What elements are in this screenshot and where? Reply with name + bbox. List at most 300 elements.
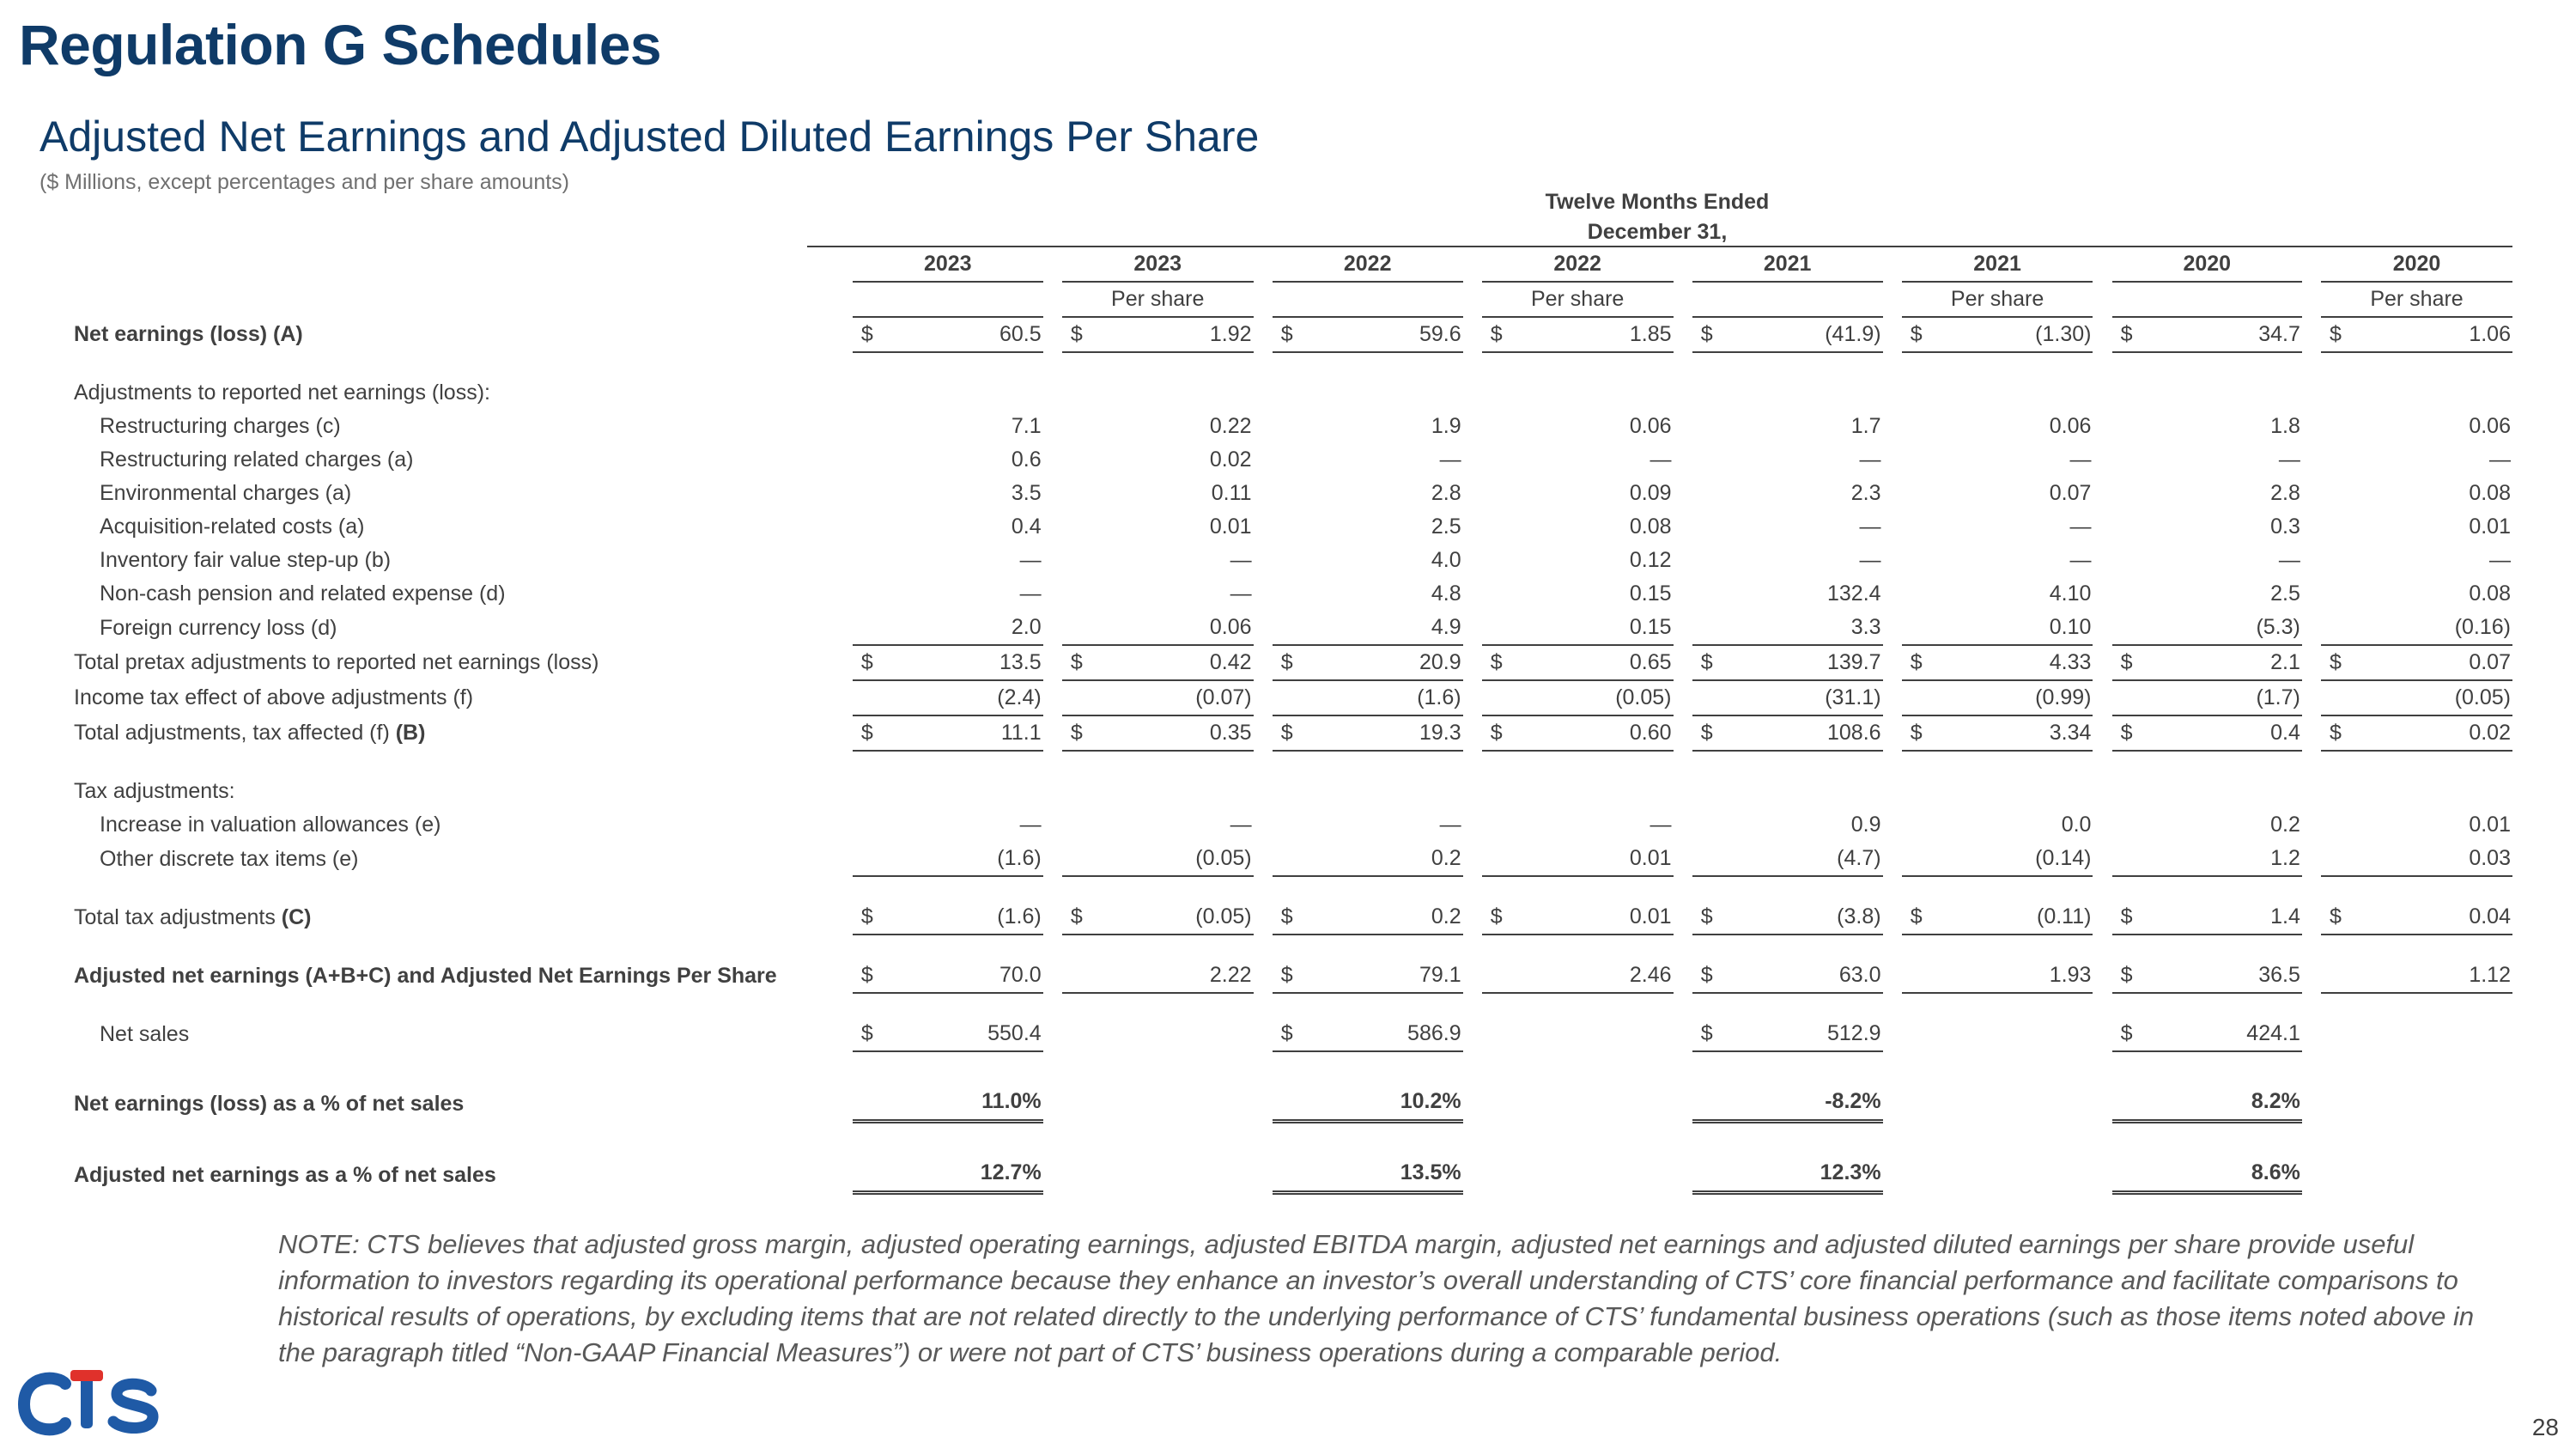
page-title: Regulation G Schedules	[19, 13, 662, 76]
value-cell: 79.1	[1309, 959, 1462, 993]
value-cell: 2.8	[2270, 481, 2300, 505]
unit-note: ($ Millions, except percentages and per share amounts)	[39, 170, 569, 194]
col-gap	[1254, 1122, 1273, 1193]
value-cell: 108.6	[1728, 715, 1882, 751]
value-cell: (0.05)	[1518, 680, 1673, 715]
col-gap	[2302, 1017, 2321, 1051]
row-label	[67, 808, 834, 842]
col-gap	[1043, 1122, 1062, 1193]
value-cell: 63.0	[1728, 959, 1882, 993]
col-gap	[1463, 1051, 1482, 1122]
value-cell: 0.02	[2358, 715, 2512, 751]
col-gap	[1463, 1017, 1482, 1051]
value-cell: (1.6)	[1309, 680, 1462, 715]
col-gap	[2302, 842, 2321, 876]
col-gap	[1674, 645, 1692, 680]
table-row	[67, 645, 2512, 680]
row-label	[67, 1017, 834, 1051]
value-cell: 36.5	[2148, 959, 2302, 993]
col-gap	[1463, 247, 1482, 282]
spacer-row	[67, 751, 2512, 775]
dollar-sign	[1902, 477, 1939, 510]
dollar-sign	[853, 842, 889, 876]
col-gap	[1674, 611, 1692, 645]
per-share-header: Per share	[1062, 282, 1254, 317]
year-header: 2021	[1902, 247, 2093, 282]
value-cell: (0.11)	[1938, 900, 2093, 935]
value-cell: 7.1	[1011, 414, 1042, 438]
col-gap	[1254, 611, 1273, 645]
year-header: 2021	[1692, 247, 1883, 282]
dollar-sign: $	[1482, 317, 1519, 352]
col-gap	[834, 1122, 853, 1193]
value-cell: 0.01	[2469, 813, 2511, 837]
col-gap	[1463, 1122, 1482, 1193]
dollar-sign: $	[1062, 715, 1099, 751]
value-cell: 1.2	[2148, 842, 2302, 876]
row-label	[67, 577, 834, 611]
col-gap	[834, 510, 853, 544]
col-gap	[1043, 842, 1062, 876]
dollar-sign	[2321, 959, 2358, 993]
col-gap	[1463, 611, 1482, 645]
dollar-sign: $	[1902, 715, 1939, 751]
col-gap	[1254, 443, 1273, 477]
row-label-text: Adjusted net earnings (A+B+C) and Adjusted Net Earnings Per Share	[74, 963, 777, 988]
row-label-bold: (C)	[281, 904, 312, 929]
col-gap	[2093, 842, 2111, 876]
row-label-text: Inventory fair value step-up (b)	[100, 548, 392, 572]
col-gap	[1674, 510, 1692, 544]
col-gap	[2093, 577, 2111, 611]
col-gap	[2302, 959, 2321, 993]
col-gap	[834, 959, 853, 993]
col-gap	[2093, 443, 2111, 477]
per-share-header: Per share	[2321, 282, 2512, 317]
value-cell: 0.15	[1518, 611, 1673, 645]
dollar-sign	[1062, 611, 1099, 645]
row-label-text: Other discrete tax items (e)	[100, 846, 359, 871]
dollar-sign: $	[853, 900, 889, 935]
col-gap	[1043, 1051, 1062, 1122]
value-cell: 0.3	[2270, 514, 2300, 539]
value-cell: 4.9	[1309, 611, 1462, 645]
dollar-sign	[2112, 477, 2148, 510]
col-gap	[2302, 611, 2321, 645]
value-cell: (0.05)	[2358, 680, 2512, 715]
col-gap	[834, 645, 853, 680]
dollar-sign	[2112, 611, 2148, 645]
dollar-sign	[1062, 680, 1099, 715]
col-gap	[1043, 317, 1062, 352]
value-cell: 0.09	[1629, 481, 1672, 505]
col-gap	[2302, 1051, 2321, 1122]
value-cell: (0.14)	[1938, 842, 2093, 876]
row-label	[67, 680, 834, 715]
dollar-sign	[1273, 1122, 1309, 1193]
table-row	[67, 577, 2512, 611]
dollar-sign	[1273, 443, 1309, 477]
col-gap	[2302, 577, 2321, 611]
dollar-sign	[853, 808, 889, 842]
dollar-sign: $	[1692, 959, 1728, 993]
dollar-sign	[853, 1122, 889, 1193]
col-gap	[2093, 645, 2111, 680]
row-label-text: Total adjustments, tax affected (f)	[74, 721, 396, 745]
col-gap	[1883, 477, 1902, 510]
page-subtitle: Adjusted Net Earnings and Adjusted Diluted Earnings Per Share	[39, 113, 1260, 161]
value-cell: —	[1439, 813, 1461, 837]
dollar-sign: $	[1902, 900, 1939, 935]
col-gap	[2093, 611, 2111, 645]
value-cell: 59.6	[1309, 317, 1462, 352]
dollar-sign	[1273, 680, 1309, 715]
col-gap	[1043, 544, 1062, 577]
cts-logo	[15, 1361, 161, 1439]
logo-c	[24, 1379, 65, 1430]
value-cell: (3.8)	[1728, 900, 1882, 935]
value-cell: 0.15	[1629, 581, 1672, 606]
row-label	[67, 510, 834, 544]
dollar-sign	[2321, 410, 2358, 443]
period-header	[1460, 187, 1855, 247]
col-gap	[1883, 611, 1902, 645]
spacer-row	[67, 876, 2512, 900]
col-gap	[1674, 410, 1692, 443]
value-cell: (1.6)	[889, 900, 1042, 935]
dollar-sign	[1482, 443, 1519, 477]
col-gap	[834, 477, 853, 510]
footnote: NOTE: CTS believes that adjusted gross margin, adjusted operating earnings, adjusted EBITDA margin, adjusted net earnings and adjusted diluted earnings per share provide useful information to investors regarding its operational performance because they enhance an investor’s overall understanding of CTS’ core financial performance and facilitate comparisons to historical results of operations, by excluding items that are not related directly to the underlying performance of CTS’ fundamental business operations (such as those items noted above in the paragraph titled “Non-GAAP Financial Measures”) or were not part of CTS’ business operations during a comparable period.	[278, 1229, 2475, 1367]
value-cell: —	[2069, 447, 2092, 472]
col-gap	[1254, 680, 1273, 715]
col-gap	[1254, 317, 1273, 352]
dollar-sign	[1062, 959, 1099, 993]
dollar-sign	[2112, 410, 2148, 443]
table-row	[67, 1017, 2512, 1051]
dollar-sign: $	[853, 645, 889, 680]
col-gap	[2093, 1051, 2111, 1122]
dollar-sign	[2321, 544, 2358, 577]
col-gap	[1883, 900, 1902, 935]
year-header: 2023	[853, 247, 1043, 282]
row-label-text: Total tax adjustments	[74, 904, 282, 929]
spacer-row	[67, 352, 2512, 376]
value-cell: 0.01	[1518, 842, 1673, 876]
row-label	[67, 317, 834, 352]
row-label	[67, 544, 834, 577]
dollar-sign	[1482, 577, 1519, 611]
col-gap	[2302, 510, 2321, 544]
value-cell: 4.33	[1938, 645, 2093, 680]
row-label-text: Net sales	[100, 1021, 190, 1046]
col-gap	[2302, 247, 2321, 282]
dollar-sign	[1902, 842, 1939, 876]
dollar-sign	[2112, 842, 2148, 876]
col-gap	[1463, 443, 1482, 477]
dollar-sign	[1062, 577, 1099, 611]
col-gap	[1883, 715, 1902, 751]
col-gap	[834, 317, 853, 352]
col-gap	[2093, 808, 2111, 842]
dollar-sign	[1902, 959, 1939, 993]
dollar-sign	[2112, 510, 2148, 544]
dollar-sign	[2321, 477, 2358, 510]
dollar-sign	[1692, 808, 1728, 842]
dollar-sign: $	[2321, 715, 2358, 751]
col-gap	[1674, 282, 1692, 317]
row-label-text: Environmental charges (a)	[100, 481, 352, 505]
col-gap	[1674, 680, 1692, 715]
col-gap	[2093, 900, 2111, 935]
financial-table	[67, 247, 2512, 1195]
row-label	[67, 410, 834, 443]
value-cell: —	[1230, 548, 1252, 572]
value-cell: 2.3	[1850, 481, 1881, 505]
dollar-sign	[1692, 1051, 1728, 1122]
value-cell: —	[1019, 581, 1042, 606]
year-header: 2020	[2321, 247, 2512, 282]
col-gap	[1463, 376, 1482, 410]
value-cell: 0.11	[1211, 481, 1252, 505]
spacer-row	[67, 993, 2512, 1017]
col-gap	[1463, 577, 1482, 611]
col-gap	[1463, 715, 1482, 751]
col-gap	[2302, 544, 2321, 577]
col-gap	[1254, 842, 1273, 876]
dollar-sign	[1482, 842, 1519, 876]
value-cell: 13.5	[889, 645, 1042, 680]
row-label-text: Restructuring related charges (a)	[100, 447, 414, 472]
dollar-sign: $	[1482, 715, 1519, 751]
per-share-header	[853, 282, 1043, 317]
col-gap	[1883, 317, 1902, 352]
col-gap	[1463, 510, 1482, 544]
col-gap	[1043, 900, 1062, 935]
value-cell: —	[2069, 514, 2092, 539]
col-gap	[834, 544, 853, 577]
value-cell: —	[1859, 514, 1881, 539]
value-cell: —	[2278, 447, 2300, 472]
dollar-sign: $	[2112, 645, 2148, 680]
value-cell: (1.7)	[2148, 680, 2302, 715]
col-gap	[1043, 611, 1062, 645]
value-cell: 1.92	[1099, 317, 1254, 352]
dollar-sign: $	[853, 715, 889, 751]
dollar-sign	[2112, 443, 2148, 477]
row-label	[67, 959, 834, 993]
dollar-sign	[1273, 842, 1309, 876]
dollar-sign	[1482, 680, 1519, 715]
value-cell: 3.5	[1011, 481, 1042, 505]
dollar-sign	[1692, 443, 1728, 477]
row-label-text: Non-cash pension and related expense (d)	[100, 581, 506, 606]
dollar-sign	[1273, 544, 1309, 577]
dollar-sign: $	[2321, 645, 2358, 680]
col-gap	[1674, 900, 1692, 935]
row-label-bold: (B)	[395, 721, 426, 745]
col-gap	[2093, 317, 2111, 352]
value-cell: 0.03	[2358, 842, 2512, 876]
col-gap	[1674, 1017, 1692, 1051]
value-cell: 20.9	[1309, 645, 1462, 680]
col-gap	[2093, 715, 2111, 751]
value-cell: 11.1	[889, 715, 1042, 751]
col-gap	[834, 443, 853, 477]
year-header: 2022	[1482, 247, 1674, 282]
value-cell: 70.0	[889, 959, 1042, 993]
value-cell: 0.60	[1518, 715, 1673, 751]
dollar-sign	[1902, 544, 1939, 577]
value-cell: 1.4	[2148, 900, 2302, 935]
col-gap	[1463, 282, 1482, 317]
value-cell: 139.7	[1728, 645, 1882, 680]
dollar-sign: $	[860, 1021, 873, 1045]
row-label	[67, 376, 834, 410]
value-cell: 0.0	[2061, 813, 2092, 837]
col-gap	[2302, 775, 2321, 808]
col-gap	[1254, 959, 1273, 993]
value-cell: (31.1)	[1728, 680, 1882, 715]
col-gap	[1883, 645, 1902, 680]
col-gap	[1883, 808, 1902, 842]
dollar-sign	[2112, 680, 2148, 715]
dollar-sign: $	[1482, 645, 1519, 680]
col-gap	[1254, 775, 1273, 808]
logo-t-bar	[70, 1370, 103, 1381]
dollar-sign	[853, 443, 889, 477]
col-gap	[2302, 808, 2321, 842]
col-gap	[1254, 1017, 1273, 1051]
row-label	[67, 775, 834, 808]
dollar-sign	[1273, 808, 1309, 842]
col-gap	[1463, 645, 1482, 680]
value-cell: 0.22	[1209, 414, 1252, 438]
col-gap	[1883, 282, 1902, 317]
dollar-sign	[2321, 443, 2358, 477]
col-gap	[1674, 477, 1692, 510]
value-cell: 0.6	[1011, 447, 1042, 472]
dollar-sign	[1062, 544, 1099, 577]
col-gap	[2302, 900, 2321, 935]
col-gap	[1883, 842, 1902, 876]
row-label-text: Tax adjustments:	[74, 779, 235, 803]
value-cell: 4.0	[1431, 548, 1461, 572]
dollar-sign	[2112, 1122, 2148, 1193]
value-cell: —	[1019, 548, 1042, 572]
dollar-sign	[1482, 959, 1519, 993]
table-row	[67, 1122, 2512, 1193]
col-gap	[1043, 247, 1062, 282]
value-cell: 4.10	[2049, 581, 2092, 606]
row-label	[67, 1051, 834, 1122]
dollar-sign: $	[1482, 900, 1519, 935]
col-gap	[2302, 477, 2321, 510]
col-gap	[1043, 443, 1062, 477]
dollar-sign: $	[853, 317, 889, 352]
col-gap	[1883, 544, 1902, 577]
table-row	[67, 376, 2512, 410]
dollar-sign: $	[2112, 715, 2148, 751]
value-cell: 1.9	[1431, 414, 1461, 438]
col-gap	[1674, 715, 1692, 751]
value-cell: 2.1	[2148, 645, 2302, 680]
col-gap	[834, 247, 853, 282]
col-gap	[1883, 443, 1902, 477]
col-gap	[1254, 247, 1273, 282]
row-label	[67, 842, 834, 876]
dollar-sign: $	[1273, 317, 1309, 352]
col-gap	[1674, 808, 1692, 842]
value-cell: 2.5	[2270, 581, 2300, 606]
col-gap	[1463, 544, 1482, 577]
table-row	[67, 544, 2512, 577]
col-gap	[2093, 477, 2111, 510]
col-gap	[2093, 282, 2111, 317]
row-label-text: Adjusted net earnings as a % of net sales	[74, 1162, 496, 1187]
table-row	[67, 808, 2512, 842]
value-cell: 0.02	[1209, 447, 1252, 472]
value-cell: 424.1	[2246, 1021, 2300, 1045]
value-cell: —	[1649, 813, 1672, 837]
value-cell: 2.22	[1099, 959, 1254, 993]
table-row	[67, 900, 2512, 935]
dollar-sign	[1482, 611, 1519, 645]
value-cell: 1.7	[1850, 414, 1881, 438]
value-cell: 19.3	[1309, 715, 1462, 751]
col-gap	[1463, 410, 1482, 443]
value-cell: 550.4	[987, 1021, 1042, 1045]
dollar-sign	[1692, 477, 1728, 510]
value-cell: 0.10	[1938, 611, 2093, 645]
col-gap	[834, 282, 853, 317]
col-gap	[1043, 775, 1062, 808]
col-gap	[834, 842, 853, 876]
col-gap	[1674, 317, 1692, 352]
dollar-sign: $	[1692, 715, 1728, 751]
value-cell: —	[2278, 548, 2300, 572]
col-gap	[1674, 577, 1692, 611]
col-gap	[1254, 376, 1273, 410]
row-label-text: Adjustments to reported net earnings (loss):	[74, 381, 490, 405]
row-label	[67, 645, 834, 680]
period-line-1: Twelve Months Ended	[1545, 190, 1770, 214]
row-label-text: Total pretax adjustments to reported net earnings (loss)	[74, 650, 599, 674]
value-cell: 8.6%	[2148, 1122, 2302, 1193]
col-gap	[1043, 376, 1062, 410]
table-row	[67, 611, 2512, 645]
col-gap	[1674, 775, 1692, 808]
value-cell: 1.93	[1938, 959, 2093, 993]
table-row	[67, 443, 2512, 477]
col-gap	[2302, 645, 2321, 680]
dollar-sign	[2321, 577, 2358, 611]
dollar-sign: $	[1273, 645, 1309, 680]
value-cell: (0.05)	[1099, 842, 1254, 876]
dollar-sign: $	[2112, 900, 2148, 935]
dollar-sign	[853, 577, 889, 611]
dollar-sign	[853, 544, 889, 577]
value-cell: 0.06	[1629, 414, 1672, 438]
dollar-sign	[1692, 1122, 1728, 1193]
col-gap	[1463, 959, 1482, 993]
dollar-sign	[2112, 544, 2148, 577]
col-gap	[1674, 1122, 1692, 1193]
value-cell: 60.5	[889, 317, 1042, 352]
col-gap	[2093, 376, 2111, 410]
col-gap	[2093, 1017, 2111, 1051]
col-gap	[834, 577, 853, 611]
